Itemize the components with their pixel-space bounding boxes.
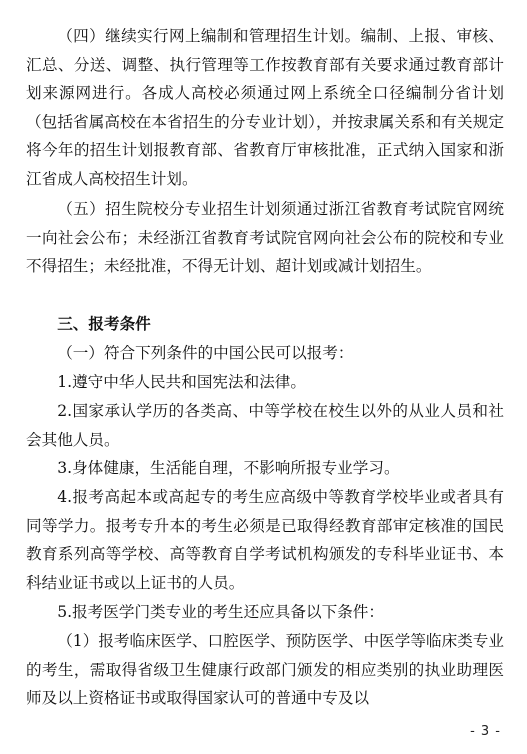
condition-1: 1.遵守中华人民共和国宪法和法律。 (57, 373, 306, 391)
condition-intro: （一）符合下列条件的中国公民可以报考： (57, 344, 354, 362)
page-number: - 3 - (470, 724, 501, 739)
paragraph-item-5: （五）招生院校分专业招生计划须通过浙江省教育考试院官网统一向社会公布；未经浙江省教育考试院官网向社会公布的院校和专业不得招生；未经批准，不得无计划、超计划或减计划招生。 (26, 200, 504, 276)
condition-5-1: （1）报考临床医学、口腔医学、预防医学、中医学等临床类专业的考生，需取得省级卫生健康行政部门颁发的相应类别的执业助理医师及以上资格证书或取得国家认可的普通中专及以 (26, 632, 504, 708)
condition-2: 2.国家承认学历的各类高、中等学校在校生以外的从业人员和社会其他人员。 (26, 402, 504, 449)
paragraph-item-4: （四）继续实行网上编制和管理招生计划。编制、上报、审核、汇总、分送、调整、执行管理等工作按教育部有关要求通过教育部计划来源网进行。各成人高校必须通过网上系统全口径编制分省计划（包括省属高校在本省招生的分专业计划），并按隶属关系和有关规定将今年的招生计划报教育部、省教育厅审核批准，正式纳入国家和浙江省成人高校招生计划。 (26, 27, 504, 188)
condition-4: 4.报考高起本或高起专的考生应高级中等教育学校毕业或者具有同等学力。报考专升本的考生必须是已取得经教育部审定核准的国民教育系列高等学校、高等教育自学考试机构颁发的专科毕业证书、本科结业证书或以上证书的人员。 (26, 488, 504, 592)
condition-3: 3.身体健康，生活能自理，不影响所报专业学习。 (57, 459, 400, 477)
section-heading: 三、报考条件 (57, 315, 151, 333)
condition-5: 5.报考医学门类专业的考生还应具备以下条件： (57, 603, 384, 621)
